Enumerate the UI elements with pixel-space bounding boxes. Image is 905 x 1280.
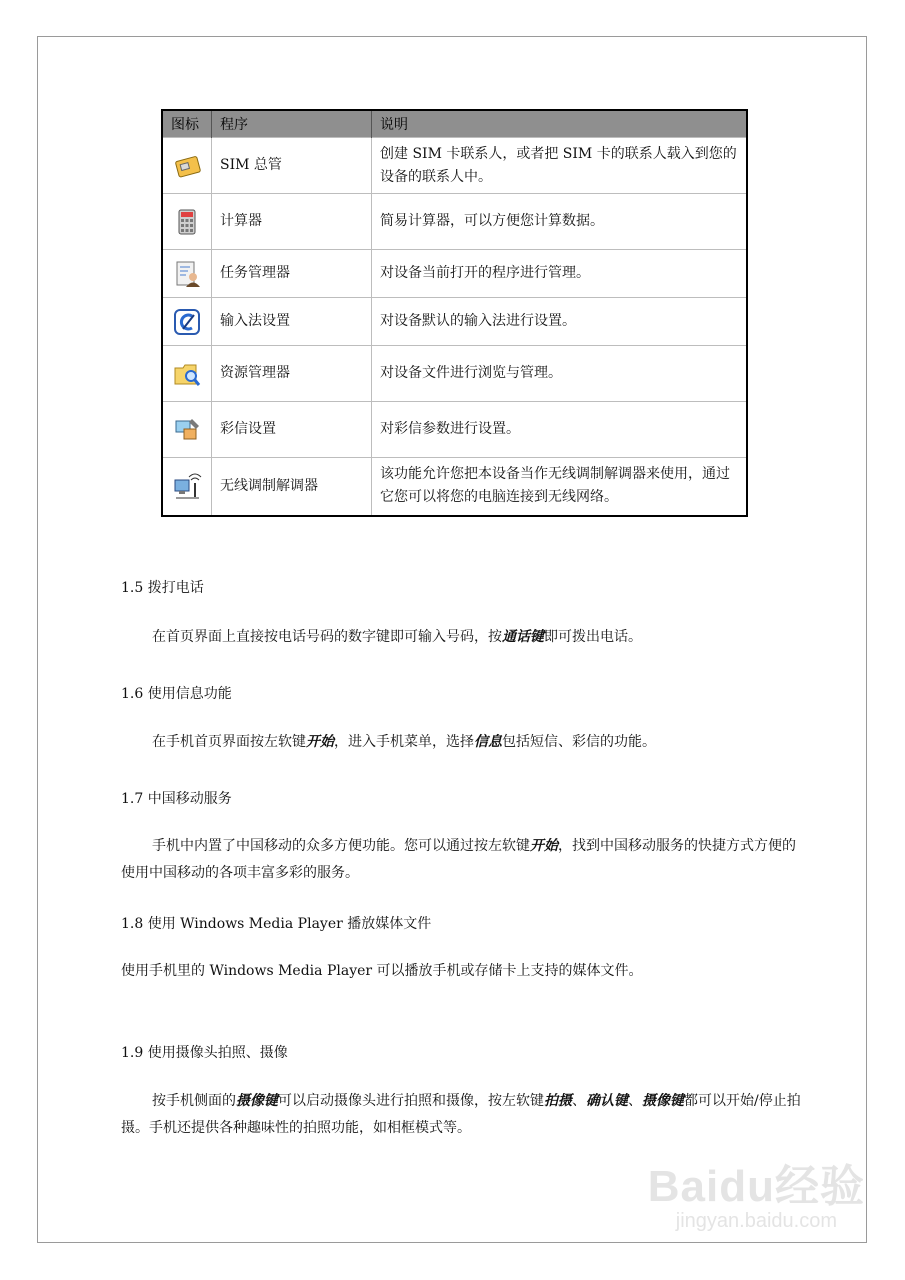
table-row bbox=[162, 402, 747, 458]
keyword: 摄像键 bbox=[236, 1093, 278, 1109]
body-text: 在手机首页界面按左软键 bbox=[152, 734, 306, 750]
program-description: 简易计算器，可以方便您计算数据。 bbox=[372, 194, 748, 250]
input-method-icon bbox=[172, 307, 202, 337]
program-name: 计算器 bbox=[212, 194, 372, 250]
body-text: 、 bbox=[628, 1093, 642, 1109]
body-text: 即可拨出电话。 bbox=[544, 629, 642, 645]
table-row bbox=[162, 250, 747, 298]
program-description: 对设备默认的输入法进行设置。 bbox=[372, 298, 748, 346]
wireless-modem-icon bbox=[172, 471, 202, 501]
keyword: 拍摄 bbox=[544, 1093, 572, 1109]
file-explorer-icon bbox=[172, 359, 202, 389]
keyword: 信息 bbox=[474, 734, 502, 750]
program-name: 任务管理器 bbox=[212, 250, 372, 298]
section-body-1-9 bbox=[121, 1088, 801, 1142]
keyword: 开始 bbox=[306, 734, 334, 750]
body-text: 按手机侧面的 bbox=[152, 1093, 236, 1109]
section-body-1-7 bbox=[121, 833, 801, 887]
section-heading-1-9: 1.9 使用摄像头拍照、摄像 bbox=[121, 1045, 288, 1061]
section-heading-1-6: 1.6 使用信息功能 bbox=[121, 686, 232, 702]
table-row bbox=[162, 194, 747, 250]
header-program: 程序 bbox=[212, 110, 372, 138]
body-text: 都可以开始/停止拍摄。手机还提供各种趣味性的拍照功能，如相框模式等。 bbox=[121, 1093, 801, 1136]
mms-settings-icon bbox=[172, 415, 202, 445]
sim-card-icon bbox=[172, 151, 202, 181]
program-description: 创建 SIM 卡联系人，或者把 SIM 卡的联系人载入到您的设备的联系人中。 bbox=[372, 138, 748, 194]
keyword: 开始 bbox=[530, 838, 558, 854]
section-body-1-5 bbox=[121, 624, 801, 651]
table-row bbox=[162, 298, 747, 346]
body-text: 、 bbox=[572, 1093, 586, 1109]
header-description: 说明 bbox=[372, 110, 748, 138]
program-name: 资源管理器 bbox=[212, 346, 372, 402]
table-row bbox=[162, 458, 747, 516]
table-row bbox=[162, 346, 747, 402]
body-text: 在首页界面上直接按电话号码的数字键即可输入号码，按 bbox=[152, 629, 502, 645]
program-description: 该功能允许您把本设备当作无线调制解调器来使用，通过它您可以将您的电脑连接到无线网络。 bbox=[372, 458, 748, 516]
section-heading-1-7: 1.7 中国移动服务 bbox=[121, 791, 232, 807]
header-icon: 图标 bbox=[162, 110, 212, 138]
section-heading-1-5: 1.5 拨打电话 bbox=[121, 580, 204, 596]
section-body-1-6 bbox=[121, 729, 801, 756]
body-text: 可以启动摄像头进行拍照和摄像，按左软键 bbox=[278, 1093, 544, 1109]
program-description: 对设备当前打开的程序进行管理。 bbox=[372, 250, 748, 298]
program-description: 对设备文件进行浏览与管理。 bbox=[372, 346, 748, 402]
section-body-1-8: 使用手机里的 Windows Media Player 可以播放手机或存储卡上支持的媒体文件。 bbox=[121, 963, 643, 979]
section-heading-1-8: 1.8 使用 Windows Media Player 播放媒体文件 bbox=[121, 916, 432, 932]
task-manager-icon bbox=[172, 259, 202, 289]
watermark-logo: Baidu经验 bbox=[647, 1162, 865, 1211]
body-text: ，进入手机菜单，选择 bbox=[334, 734, 474, 750]
body-text: ，找到中国移动服务的快捷方式方便的使用中国移动的各项丰富多彩的服务。 bbox=[121, 838, 796, 881]
program-name: 彩信设置 bbox=[212, 402, 372, 458]
keyword: 通话键 bbox=[502, 629, 544, 645]
table-row bbox=[162, 138, 747, 194]
program-name: 无线调制解调器 bbox=[212, 458, 372, 516]
program-name: 输入法设置 bbox=[212, 298, 372, 346]
body-text: 包括短信、彩信的功能。 bbox=[502, 734, 656, 750]
table-header-row bbox=[162, 110, 747, 138]
calculator-icon bbox=[172, 207, 202, 237]
keyword: 确认键 bbox=[586, 1093, 628, 1109]
program-table bbox=[161, 109, 748, 517]
body-text: 手机中内置了中国移动的众多方便功能。您可以通过按左软键 bbox=[152, 838, 530, 854]
keyword: 摄像键 bbox=[642, 1093, 684, 1109]
program-name: SIM 总管 bbox=[212, 138, 372, 194]
watermark-url: jingyan.baidu.com bbox=[675, 1210, 837, 1232]
baidu-watermark bbox=[648, 1150, 865, 1233]
program-description: 对彩信参数进行设置。 bbox=[372, 402, 748, 458]
